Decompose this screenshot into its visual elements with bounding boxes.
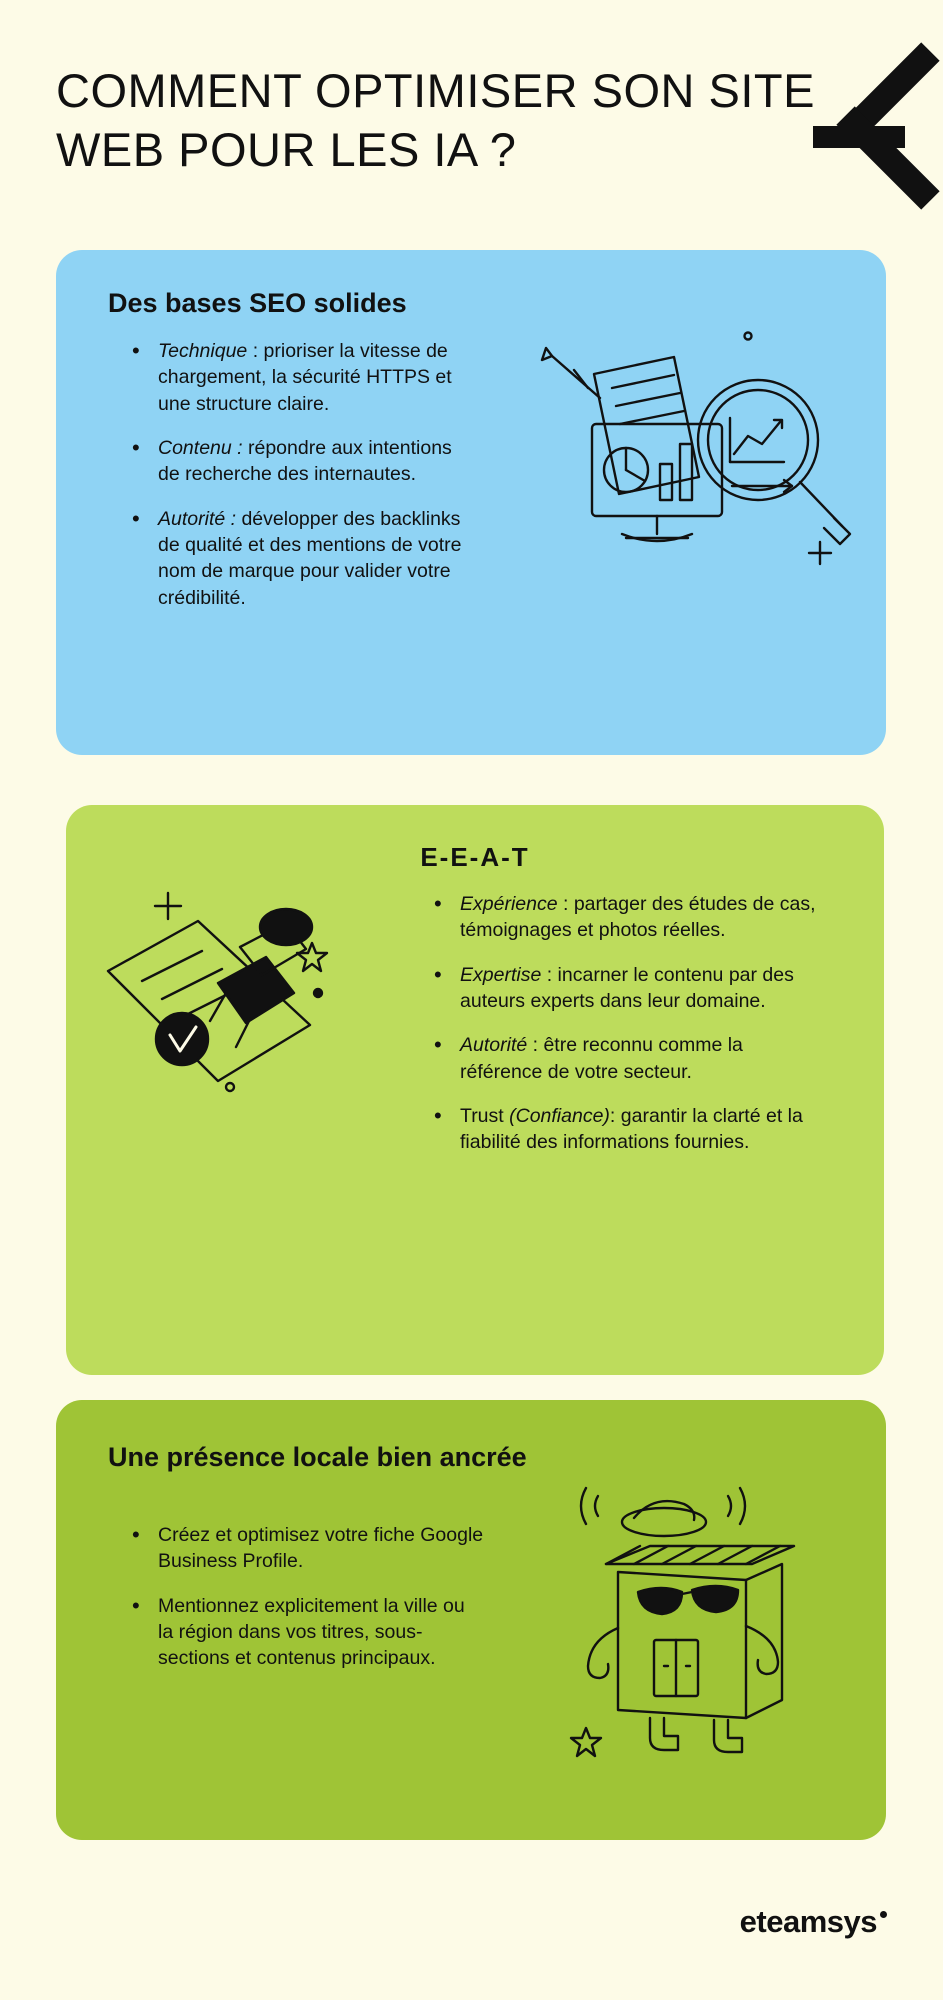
list-item	[426, 1032, 826, 1085]
card-local-presence	[56, 1400, 886, 1840]
card-seo-bullet-list	[124, 338, 474, 629]
list-item	[426, 891, 826, 944]
list-item	[124, 506, 474, 611]
list-item	[426, 962, 826, 1015]
list-item	[426, 1103, 826, 1156]
bullet-lead: Autorité	[460, 1034, 528, 1057]
list-item	[124, 1593, 484, 1672]
bullet-text: : partager des études de cas, témoignages et photos réelles.	[460, 893, 816, 942]
card-seo-heading: Des bases SEO solides	[108, 288, 407, 318]
arrow-decoration-icon	[795, 34, 915, 214]
header	[56, 62, 856, 180]
brand-logo-text: eteamsys	[739, 1904, 877, 1939]
bullet-text: : être reconnu comme la référence de votre secteur.	[460, 1034, 743, 1083]
bullet-lead: Trust	[460, 1104, 510, 1127]
bullet-lead: Expertise	[460, 963, 542, 986]
list-item	[124, 1522, 484, 1575]
card-local-heading: Une présence locale bien ancrée	[108, 1442, 527, 1472]
bullet-text: : incarner le contenu par des auteurs experts dans leur domaine.	[460, 963, 794, 1012]
brand-logo-dot-icon	[880, 1911, 887, 1918]
stamp-document-illustration	[90, 875, 420, 1135]
card-eeat	[66, 805, 884, 1375]
list-item	[124, 435, 474, 488]
card-local-bullet-list	[124, 1522, 484, 1690]
card-eeat-bullet-list	[426, 891, 826, 1174]
page-title: COMMENT OPTIMISER SON SITE WEB POUR LES IA ?	[56, 64, 815, 176]
local-shop-character-illustration	[546, 1460, 856, 1760]
bullet-text: Créez et optimisez votre fiche Google Business Profile.	[158, 1524, 484, 1573]
bullet-text: : garantir la clarté et la fiabilité des informations fournies.	[460, 1104, 803, 1154]
bullet-lead: Autorité :	[158, 507, 237, 530]
card-eeat-heading: E-E-A-T	[420, 842, 530, 872]
bullet-text: : prioriser la vitesse de chargement, la sécurité HTTPS et une structure claire.	[158, 340, 452, 415]
bullet-lead: Expérience	[460, 893, 558, 915]
bullet-lead: Technique	[158, 340, 248, 362]
bullet-text: développer des backlinks de qualité et des mentions de votre nom de marque pour valider votre crédibilité.	[158, 507, 462, 609]
bullet-text-italic: (Confiance)	[509, 1104, 610, 1127]
brand-logo	[740, 1904, 887, 1940]
bullet-text: répondre aux intentions de recherche des internautes.	[158, 436, 452, 486]
list-item	[124, 338, 474, 417]
seo-monitor-magnifier-illustration	[534, 312, 864, 592]
card-seo-basics	[56, 250, 886, 755]
bullet-text: Mentionnez explicitement la ville ou la région dans vos titres, sous-sections et contenus principaux.	[158, 1594, 465, 1670]
bullet-lead: Contenu :	[158, 436, 243, 459]
